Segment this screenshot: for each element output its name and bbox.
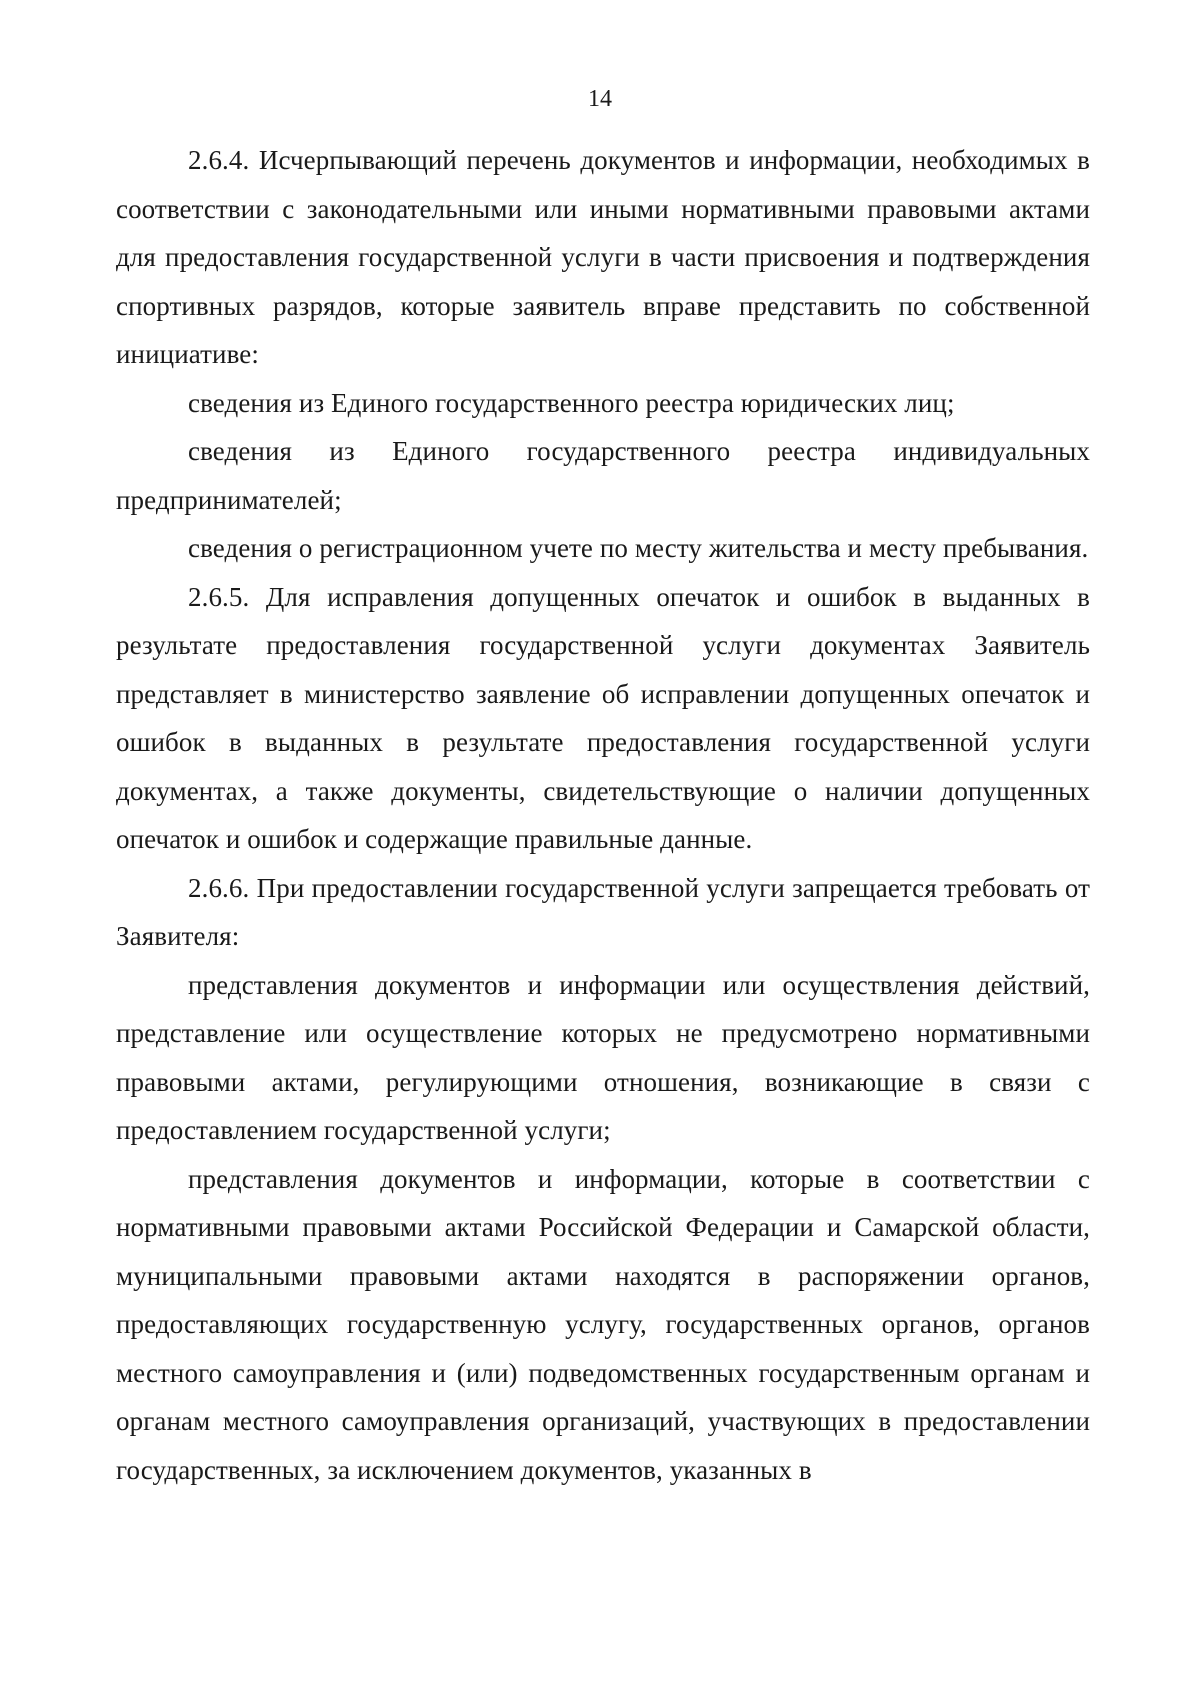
- paragraph-prohibition-2: представления документов и информации, которые в соответствии с нормативными правовыми актами Российской Федерации и Самарской области, муниципальными правовыми актами находятся в распоряжении органов, предоставляющих государственную услугу, государственных органов, органов местного самоуправления и (или) подведомственных государственным органам и органам местного самоуправления организаций, участвующих в предоставлении государственных, за исключением документов, указанных в: [116, 1163, 1090, 1485]
- paragraph-2-6-6: 2.6.6. При предоставлении государственной услуги запрещается требовать от Заявителя:: [116, 872, 1090, 951]
- page-number: 14: [588, 86, 612, 112]
- paragraph-egrul: сведения из Единого государственного реестра юридических лиц;: [188, 387, 955, 418]
- paragraph-prohibition-1: представления документов и информации или осуществления действий, представление или осуществление которых не предусмотрено нормативными правовыми актами, регулирующими отношения, возникающие в связи с предоставлением государственной услуги;: [116, 969, 1090, 1145]
- document-body: [116, 136, 1090, 1494]
- paragraph-2-6-5: 2.6.5. Для исправления допущенных опечаток и ошибок в выданных в результате предоставления государственной услуги документах Заявитель представляет в министерство заявление об исправлении допущенных опечаток и ошибок в выданных в результате предоставления государственной услуги документах, а также документы, свидетельствующие о наличии допущенных опечаток и ошибок и содержащие правильные данные.: [116, 581, 1090, 854]
- paragraph-registration: сведения о регистрационном учете по месту жительства и месту пребывания.: [188, 533, 1089, 563]
- paragraph-2-6-4: 2.6.4. Исчерпывающий перечень документов и информации, необходимых в соответствии с законодательными или иными нормативными правовыми актами для предоставления государственной услуги в части присвоения и подтверждения спортивных разрядов, которые заявитель вправе представить по собственной инициативе:: [116, 145, 1090, 369]
- paragraph-egrip: сведения из Единого государственного реестра индивидуальных предпринимателей;: [116, 436, 1090, 515]
